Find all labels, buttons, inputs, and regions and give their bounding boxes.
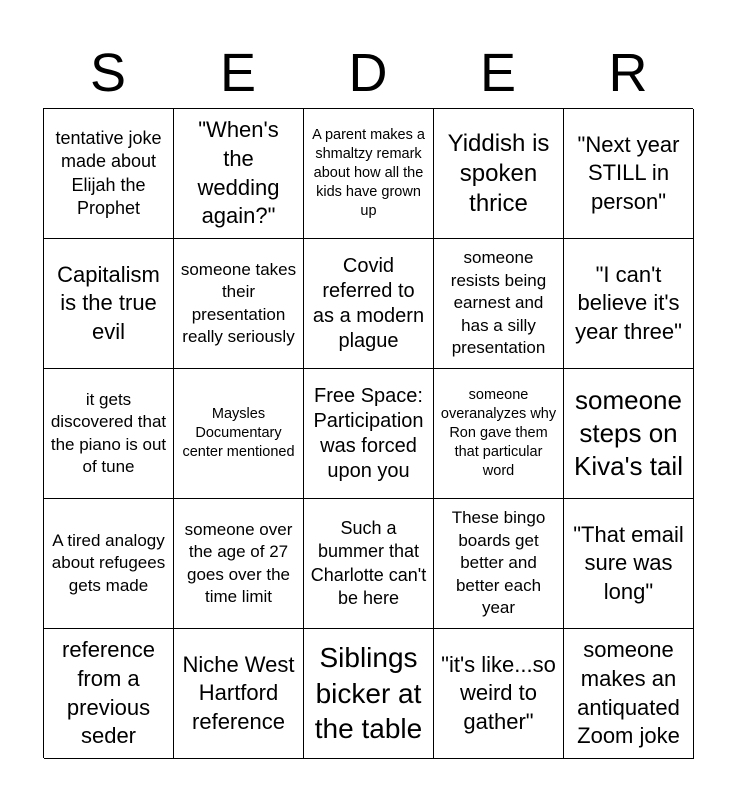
bingo-cell-r1c3[interactable] xyxy=(304,109,434,239)
cell-text: Yiddish is spoken thrice xyxy=(447,129,550,217)
cell-text: A tired analogy about refugees gets made xyxy=(51,530,166,595)
cell-text: tentative joke made about Elijah the Prophet xyxy=(55,128,162,218)
cell-text: someone steps on Kiva's tail xyxy=(573,384,683,482)
bingo-cell-r3c4[interactable] xyxy=(434,369,564,499)
bingo-cell-r5c3[interactable] xyxy=(304,629,434,759)
bingo-cell-r2c3[interactable] xyxy=(304,239,434,369)
bingo-cell-r4c2[interactable] xyxy=(174,499,304,629)
bingo-cell-r2c2[interactable] xyxy=(174,239,304,369)
bingo-cell-r1c2[interactable] xyxy=(174,109,304,239)
header-letter-r: R xyxy=(608,43,648,103)
bingo-cell-r2c5[interactable] xyxy=(564,239,694,369)
cell-text: "I can't believe it's year three" xyxy=(575,261,682,344)
header-letter-e: E xyxy=(219,43,257,103)
cell-text: Niche West Hartford reference xyxy=(182,651,295,734)
cell-text: These bingo boards get better and better each year xyxy=(451,508,546,618)
cell-text: Capitalism is the true evil xyxy=(57,261,160,344)
bingo-cell-r2c1[interactable] xyxy=(44,239,174,369)
cell-text: someone makes an antiquated Zoom joke xyxy=(577,637,680,749)
bingo-cell-r3c2[interactable] xyxy=(174,369,304,499)
cell-text: "When's the wedding again?" xyxy=(197,117,280,229)
header-letter-e-2: E xyxy=(479,43,517,103)
cell-text: "That email sure was long" xyxy=(573,521,684,604)
bingo-header xyxy=(43,38,693,108)
bingo-cell-r5c4[interactable] xyxy=(434,629,564,759)
bingo-cell-r2c4[interactable] xyxy=(434,239,564,369)
cell-text: Such a bummer that Charlotte can't be here xyxy=(310,518,427,608)
cell-text: "Next year STILL in person" xyxy=(577,131,680,214)
bingo-cell-r1c1[interactable] xyxy=(44,109,174,239)
bingo-cell-r4c1[interactable] xyxy=(44,499,174,629)
cell-text: someone resists being earnest and has a silly presentation xyxy=(450,248,547,358)
header-letter-s: S xyxy=(89,43,127,103)
bingo-cell-r3c3[interactable] xyxy=(304,369,434,499)
bingo-cell-r1c4[interactable] xyxy=(434,109,564,239)
bingo-cell-r5c2[interactable] xyxy=(174,629,304,759)
cell-text: "it's like...so weird to gather" xyxy=(441,651,556,734)
bingo-cell-r1c5[interactable] xyxy=(564,109,694,239)
cell-text: Free Space: Participation was forced upon you xyxy=(313,384,424,482)
bingo-cell-r4c4[interactable] xyxy=(434,499,564,629)
cell-text: someone takes their presentation really seriously xyxy=(180,259,297,346)
bingo-cell-r5c5[interactable] xyxy=(564,629,694,759)
cell-text: someone over the age of 27 goes over the time limit xyxy=(184,519,293,606)
bingo-cell-r4c5[interactable] xyxy=(564,499,694,629)
header-letter-d: D xyxy=(348,43,388,103)
bingo-cell-r3c1[interactable] xyxy=(44,369,174,499)
cell-text: Siblings bicker at the table xyxy=(314,642,423,745)
cell-text: reference from a previous seder xyxy=(62,637,155,749)
bingo-cell-r5c1[interactable] xyxy=(44,629,174,759)
bingo-cell-r4c3[interactable] xyxy=(304,499,434,629)
bingo-cell-r3c5[interactable] xyxy=(564,369,694,499)
cell-text: it gets discovered that the piano is out of tune xyxy=(50,389,167,476)
cell-text: someone overanalyzes why Ron gave them that particular word xyxy=(440,386,557,480)
cell-text: A parent makes a shmaltzy remark about how all the kids have grown up xyxy=(312,126,425,220)
bingo-board xyxy=(43,108,693,758)
cell-text: Maysles Documentary center mentioned xyxy=(182,405,295,461)
cell-text: Covid referred to as a modern plague xyxy=(312,254,425,352)
